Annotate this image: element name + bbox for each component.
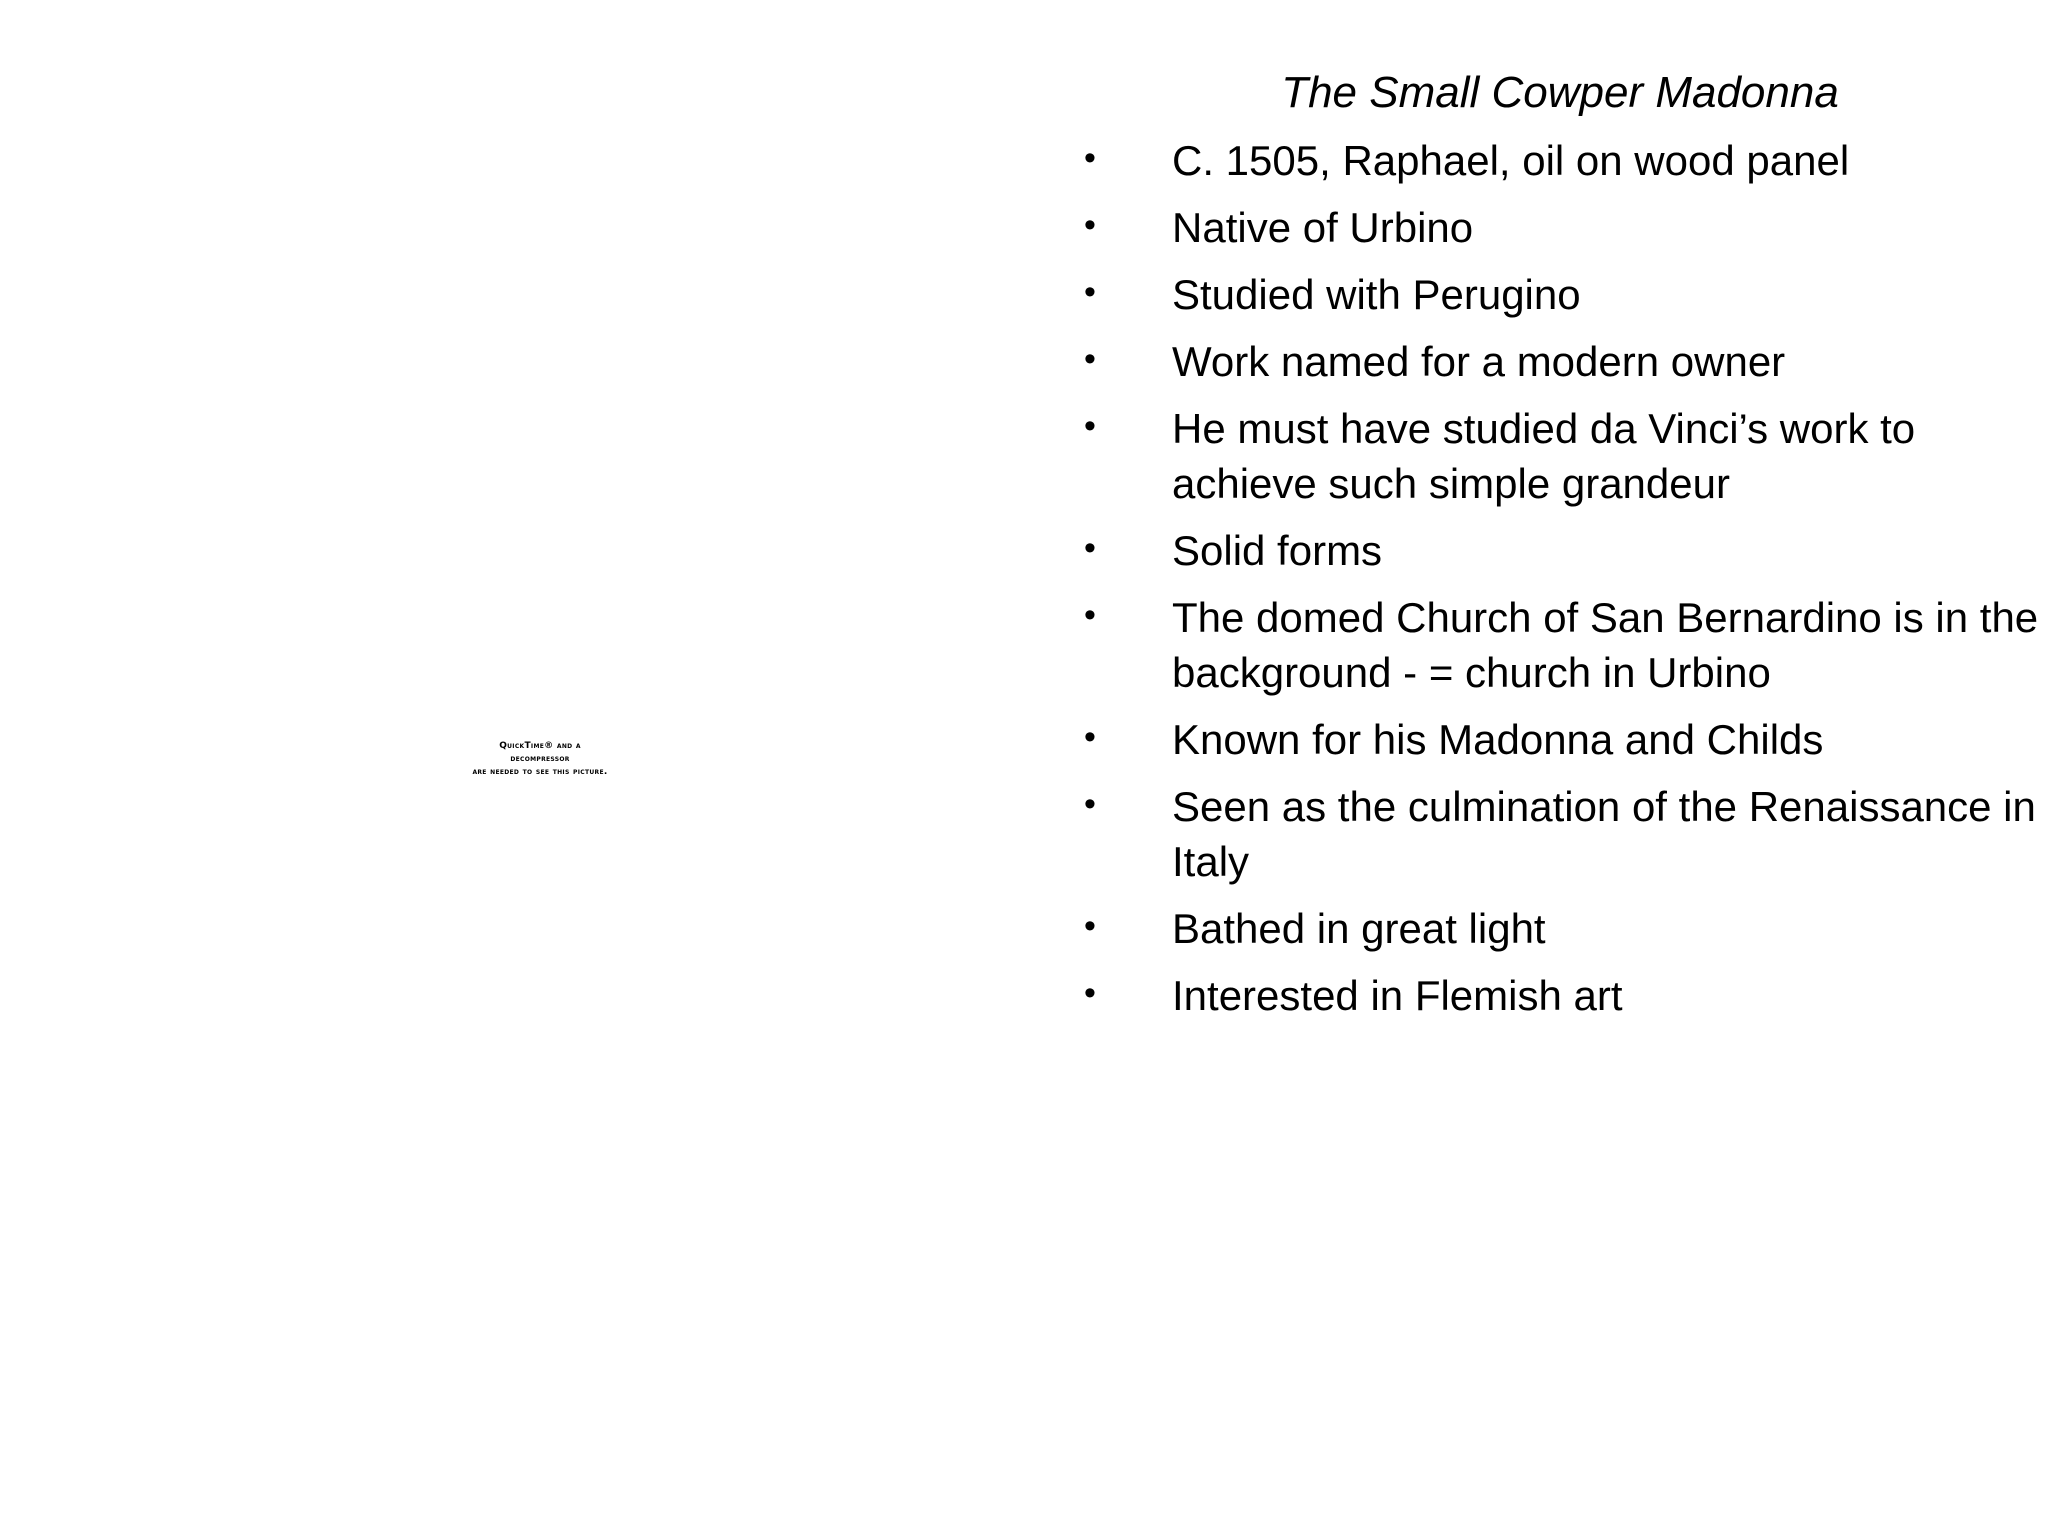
bullet-item xyxy=(1080,200,2040,255)
bullet-item xyxy=(1080,712,2040,767)
bullet-item xyxy=(1080,334,2040,389)
bullet-text: He must have studied da Vinci’s work to achieve such simple grandeur xyxy=(1172,405,1916,507)
placeholder-line-2: decompressor xyxy=(510,754,570,764)
bullet-item xyxy=(1080,401,2040,511)
bullet-icon: • xyxy=(1084,718,1096,756)
bullet-icon: • xyxy=(1084,206,1096,244)
bullet-list xyxy=(1080,133,2040,1035)
bullet-item xyxy=(1080,523,2040,578)
slide-title: The Small Cowper Madonna xyxy=(1281,68,1839,117)
bullet-text: Interested in Flemish art xyxy=(1172,972,1623,1019)
bullet-text: C. 1505, Raphael, oil on wood panel xyxy=(1172,137,1850,184)
bullet-item xyxy=(1080,779,2040,889)
bullet-icon: • xyxy=(1084,139,1096,177)
bullet-item xyxy=(1080,133,2040,188)
bullet-item xyxy=(1080,590,2040,700)
bullet-item xyxy=(1080,267,2040,322)
placeholder-line-1: QuickTime® and a xyxy=(499,741,581,751)
bullet-item xyxy=(1080,968,2040,1023)
bullet-text: Studied with Perugino xyxy=(1172,271,1581,318)
bullet-icon: • xyxy=(1084,785,1096,823)
bullet-text: Native of Urbino xyxy=(1172,204,1474,251)
bullet-icon: • xyxy=(1084,529,1096,567)
bullet-icon: • xyxy=(1084,340,1096,378)
bullet-icon: • xyxy=(1084,596,1096,634)
bullet-text: Seen as the culmination of the Renaissance in Italy xyxy=(1172,783,2036,885)
bullet-text: Bathed in great light xyxy=(1172,905,1546,952)
quicktime-image-placeholder xyxy=(400,740,680,779)
bullet-text: The domed Church of San Bernardino is in the background - = church in Urbino xyxy=(1172,594,2039,696)
bullet-icon: • xyxy=(1084,907,1096,945)
bullet-icon: • xyxy=(1084,273,1096,311)
bullet-text: Work named for a modern owner xyxy=(1172,338,1786,385)
bullet-icon: • xyxy=(1084,407,1096,445)
bullet-icon: • xyxy=(1084,974,1096,1012)
placeholder-line-3: are needed to see this picture. xyxy=(472,767,608,777)
bullet-item xyxy=(1080,901,2040,956)
bullet-text: Known for his Madonna and Childs xyxy=(1172,716,1824,763)
bullet-text: Solid forms xyxy=(1172,527,1383,574)
